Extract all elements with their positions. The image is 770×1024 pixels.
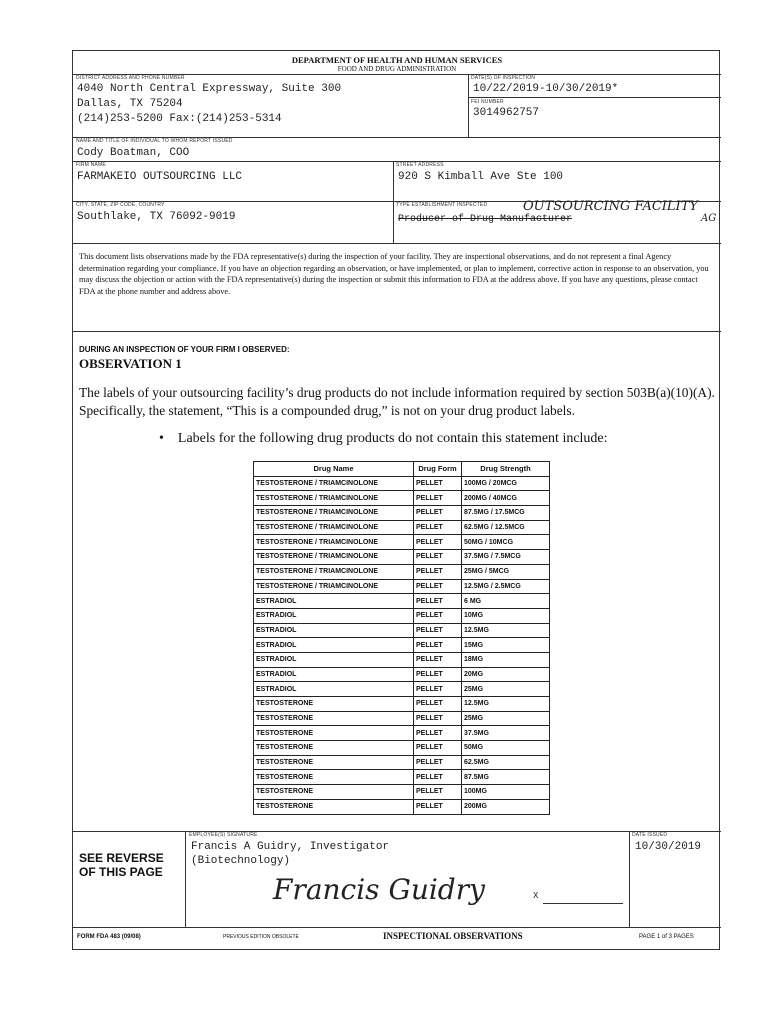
drug-form-cell: PELLET — [414, 550, 462, 565]
drug-name-cell: ESTRADIOL — [254, 638, 414, 653]
drug-name-cell: TESTOSTERONE — [254, 741, 414, 756]
drug-strength-cell: 87.5MG — [462, 770, 550, 785]
table-row — [254, 608, 550, 623]
drug-form-cell: PELLET — [414, 697, 462, 712]
drug-strength-cell: 6 MG — [462, 594, 550, 609]
table-body — [254, 476, 550, 814]
drug-strength-cell: 18MG — [462, 652, 550, 667]
drug-table — [253, 461, 550, 815]
previous-edition-note: PREVIOUS EDITION OBSOLETE — [223, 934, 299, 940]
bullet-icon: • — [159, 431, 178, 446]
divider — [73, 927, 721, 928]
observation-text: The labels of your outsourcing facility’s drug products do not include information required by section 503B(a)(10)(A). Specifically, the statement, “This is a compounded drug,” is not on your drug product labels. — [79, 385, 715, 418]
firm-label: FIRM NAME — [76, 162, 106, 168]
table-row — [254, 667, 550, 682]
drug-form-cell: PELLET — [414, 682, 462, 697]
table-row — [254, 564, 550, 579]
drug-form-cell: PELLET — [414, 770, 462, 785]
table-row — [254, 520, 550, 535]
table-row — [254, 770, 550, 785]
table-row — [254, 741, 550, 756]
recipient-name: Cody Boatman, COO — [77, 147, 190, 159]
initials: AG — [701, 213, 717, 224]
establishment-type: Producer of Drug Manufacturer — [398, 214, 573, 225]
table-row — [254, 697, 550, 712]
drug-strength-cell: 10MG — [462, 608, 550, 623]
drug-name-cell: ESTRADIOL — [254, 608, 414, 623]
fei-number: 3014962757 — [473, 107, 540, 119]
drug-strength-cell: 200MG / 40MCG — [462, 491, 550, 506]
drug-name-cell: TESTOSTERONE / TRIAMCINOLONE — [254, 550, 414, 565]
drug-strength-cell: 25MG — [462, 682, 550, 697]
bullet-item — [159, 431, 608, 447]
drug-name-cell: ESTRADIOL — [254, 682, 414, 697]
drug-name-cell: TESTOSTERONE / TRIAMCINOLONE — [254, 491, 414, 506]
drug-form-cell: PELLET — [414, 785, 462, 800]
drug-strength-cell: 12.5MG / 2.5MCG — [462, 579, 550, 594]
drug-strength-cell: 87.5MG / 17.5MCG — [462, 506, 550, 521]
drug-form-cell: PELLET — [414, 476, 462, 491]
drug-strength-cell: 25MG — [462, 711, 550, 726]
divider — [468, 74, 469, 137]
table-row — [254, 652, 550, 667]
table-row — [254, 594, 550, 609]
drug-strength-cell: 12.5MG — [462, 623, 550, 638]
drug-name-cell: ESTRADIOL — [254, 652, 414, 667]
investigator-specialty: (Biotechnology) — [191, 855, 291, 867]
department-title: DEPARTMENT OF HEALTH AND HUMAN SERVICES — [291, 55, 503, 65]
drug-strength-cell: 200MG — [462, 799, 550, 814]
during-heading: DURING AN INSPECTION OF YOUR FIRM I OBSERVED: — [79, 345, 290, 354]
employee-signature-label: EMPLOYEE(S) SIGNATURE — [189, 832, 258, 838]
drug-name-cell: TESTOSTERONE — [254, 711, 414, 726]
drug-strength-cell: 12.5MG — [462, 697, 550, 712]
divider — [73, 331, 721, 332]
drug-form-cell: PELLET — [414, 755, 462, 770]
see-reverse-note — [79, 851, 164, 879]
drug-form-cell: PELLET — [414, 652, 462, 667]
street-address: 920 S Kimball Ave Ste 100 — [398, 171, 564, 183]
drug-form-cell: PELLET — [414, 667, 462, 682]
divider — [73, 243, 721, 244]
observation-title: OBSERVATION 1 — [79, 356, 182, 371]
column-header: Drug Strength — [462, 462, 550, 477]
divider — [185, 831, 186, 927]
divider — [393, 161, 394, 243]
city-state-zip: Southlake, TX 76092-9019 — [77, 211, 236, 223]
divider — [629, 831, 630, 927]
firm-name: FARMAKEIO OUTSOURCING LLC — [77, 171, 243, 183]
district-address-line2: Dallas, TX 75204 — [77, 98, 183, 110]
table-row — [254, 550, 550, 565]
drug-name-cell: TESTOSTERONE / TRIAMCINOLONE — [254, 476, 414, 491]
table-row — [254, 682, 550, 697]
drug-strength-cell: 100MG — [462, 785, 550, 800]
fei-label: FEI NUMBER — [471, 99, 504, 105]
table-header-row — [254, 462, 550, 477]
bullet-text: Labels for the following drug products do not contain this statement include: — [177, 431, 608, 446]
street-label: STREET ADDRESS — [396, 162, 444, 168]
drug-form-cell: PELLET — [414, 623, 462, 638]
handwritten-correction: OUTSOURCING FACILITY — [523, 199, 698, 214]
drug-name-cell: TESTOSTERONE / TRIAMCINOLONE — [254, 506, 414, 521]
drug-name-cell: TESTOSTERONE — [254, 755, 414, 770]
date-issued-label: DATE ISSUED — [632, 832, 668, 838]
drug-name-cell: TESTOSTERONE — [254, 799, 414, 814]
drug-form-cell: PELLET — [414, 491, 462, 506]
drug-form-cell: PELLET — [414, 535, 462, 550]
fda-483-form — [72, 50, 720, 950]
drug-name-cell: TESTOSTERONE / TRIAMCINOLONE — [254, 520, 414, 535]
form-number: FORM FDA 483 (09/08) — [77, 934, 141, 940]
drug-name-cell: TESTOSTERONE / TRIAMCINOLONE — [254, 579, 414, 594]
drug-strength-cell: 25MG / 5MCG — [462, 564, 550, 579]
drug-form-cell: PELLET — [414, 711, 462, 726]
table-row — [254, 711, 550, 726]
see-reverse-line1: SEE REVERSE — [79, 851, 164, 865]
table-row — [254, 476, 550, 491]
date-issued: 10/30/2019 — [635, 841, 702, 853]
drug-name-cell: TESTOSTERONE — [254, 697, 414, 712]
drug-strength-cell: 100MG / 20MCG — [462, 476, 550, 491]
drug-strength-cell: 37.5MG / 7.5MCG — [462, 550, 550, 565]
table-row — [254, 638, 550, 653]
drug-form-cell: PELLET — [414, 608, 462, 623]
dates-label: DATE(S) OF INSPECTION — [471, 75, 536, 81]
column-header: Drug Form — [414, 462, 462, 477]
table-row — [254, 799, 550, 814]
drug-name-cell: ESTRADIOL — [254, 623, 414, 638]
type-label: TYPE ESTABLISHMENT INSPECTED — [396, 202, 488, 208]
table-row — [254, 726, 550, 741]
drug-form-cell: PELLET — [414, 638, 462, 653]
district-label: DISTRICT ADDRESS AND PHONE NUMBER — [76, 75, 185, 81]
drug-name-cell: TESTOSTERONE — [254, 726, 414, 741]
divider — [73, 831, 721, 832]
investigator-signature: Francis Guidry — [273, 873, 485, 906]
name-label: NAME AND TITLE OF INDIVIDUAL TO WHOM REPORT ISSUED — [76, 138, 233, 144]
drug-strength-cell: 50MG / 10MCG — [462, 535, 550, 550]
drug-name-cell: TESTOSTERONE — [254, 770, 414, 785]
drug-form-cell: PELLET — [414, 594, 462, 609]
investigator-name: Francis A Guidry, Investigator — [191, 841, 390, 853]
drug-name-cell: TESTOSTERONE / TRIAMCINOLONE — [254, 535, 414, 550]
district-phone: (214)253-5200 Fax:(214)253-5314 — [77, 113, 282, 125]
drug-form-cell: PELLET — [414, 726, 462, 741]
intro-disclaimer: This document lists observations made by the FDA representative(s) during the inspection of your facility. They are inspectional observations, and do not represent a final Agency determination regarding your compliance. If you have an objection regarding an observation, or have implemented, or plan to implement, corrective action in response to an observation, you may discuss the objection or action with the FDA representative(s) during the inspection or submit this information to FDA at the address above. If you have any questions, please contact FDA at the phone number and address above. — [79, 252, 709, 296]
drug-strength-cell: 50MG — [462, 741, 550, 756]
table-row — [254, 755, 550, 770]
signature-x-mark: X — [533, 891, 539, 901]
divider — [469, 97, 721, 98]
drug-strength-cell: 62.5MG — [462, 755, 550, 770]
drug-strength-cell: 20MG — [462, 667, 550, 682]
drug-strength-cell: 37.5MG — [462, 726, 550, 741]
table-row — [254, 506, 550, 521]
drug-form-cell: PELLET — [414, 506, 462, 521]
table-row — [254, 579, 550, 594]
city-label: CITY, STATE, ZIP CODE, COUNTRY — [76, 202, 165, 208]
drug-strength-cell: 62.5MG / 12.5MCG — [462, 520, 550, 535]
signature-line — [543, 903, 623, 904]
table-row — [254, 623, 550, 638]
district-address-line1: 4040 North Central Expressway, Suite 300 — [77, 83, 342, 95]
drug-form-cell: PELLET — [414, 520, 462, 535]
drug-name-cell: TESTOSTERONE — [254, 785, 414, 800]
table-row — [254, 535, 550, 550]
drug-form-cell: PELLET — [414, 579, 462, 594]
drug-form-cell: PELLET — [414, 564, 462, 579]
page-count: PAGE 1 of 3 PAGES — [639, 934, 694, 940]
drug-form-cell: PELLET — [414, 799, 462, 814]
see-reverse-line2: OF THIS PAGE — [79, 865, 163, 879]
column-header: Drug Name — [254, 462, 414, 477]
inspection-dates: 10/22/2019-10/30/2019* — [473, 83, 619, 95]
table-row — [254, 491, 550, 506]
table-row — [254, 785, 550, 800]
agency-title: FOOD AND DRUG ADMINISTRATION — [337, 65, 457, 73]
drug-name-cell: TESTOSTERONE / TRIAMCINOLONE — [254, 564, 414, 579]
drug-strength-cell: 15MG — [462, 638, 550, 653]
form-title: INSPECTIONAL OBSERVATIONS — [383, 931, 523, 941]
drug-name-cell: ESTRADIOL — [254, 594, 414, 609]
drug-form-cell: PELLET — [414, 741, 462, 756]
drug-name-cell: ESTRADIOL — [254, 667, 414, 682]
